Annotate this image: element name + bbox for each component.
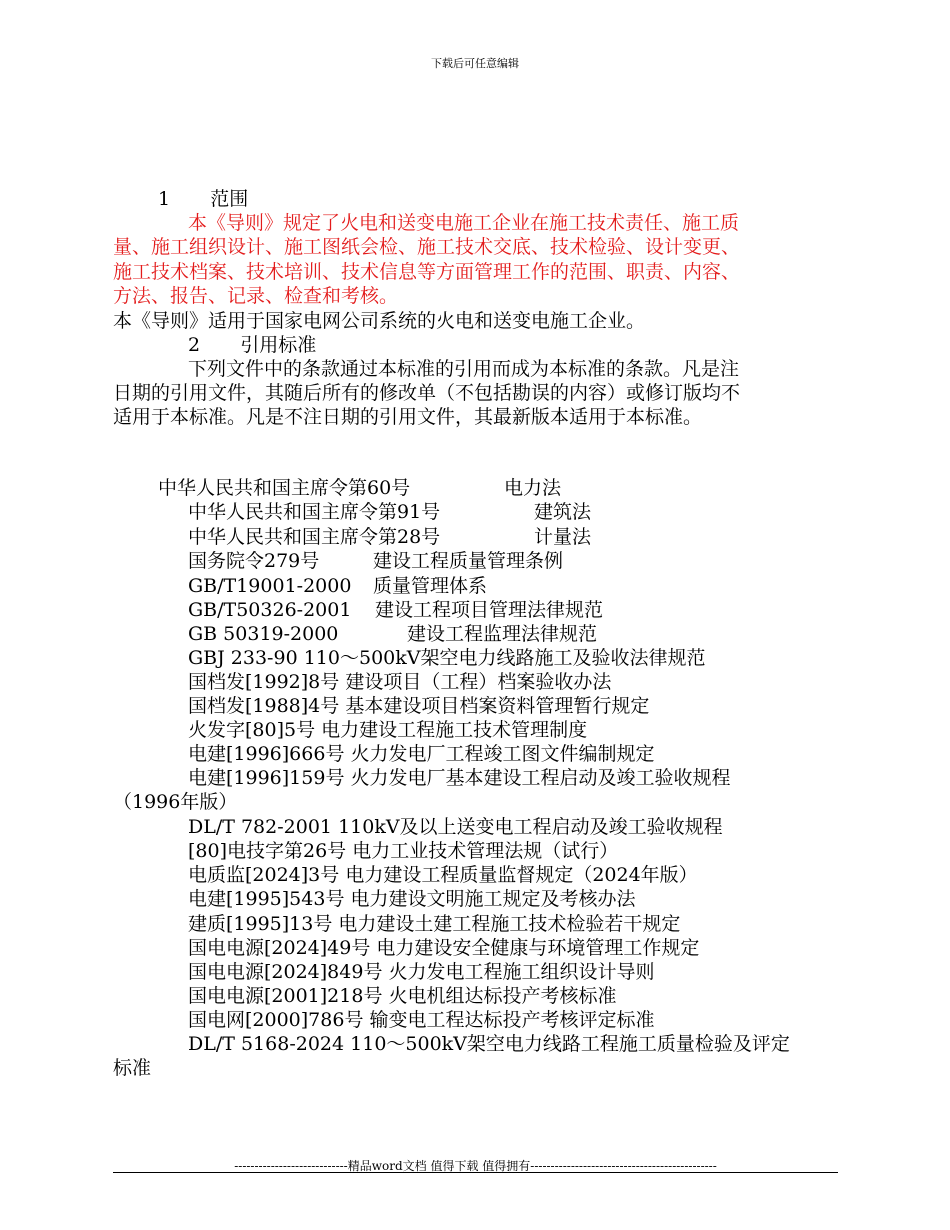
reference-item bbox=[188, 936, 699, 960]
reference-item bbox=[188, 549, 563, 573]
section-2-heading bbox=[188, 333, 316, 357]
reference-code: GB 50319-2000 bbox=[188, 623, 339, 645]
reference-code: 国务院令279号 bbox=[188, 550, 320, 572]
reference-item bbox=[188, 742, 655, 766]
reference-item bbox=[188, 525, 591, 549]
section-1-title: 范围 bbox=[210, 188, 249, 210]
reference-code: 国档发[1992]8号 bbox=[188, 671, 340, 693]
reference-item bbox=[188, 718, 587, 742]
section-1-heading bbox=[158, 187, 248, 211]
reference-title: 110～500kV架空电力线路施工及验收法律规范 bbox=[303, 647, 706, 669]
reference-title: 电力建设安全健康与环境管理工作规定 bbox=[376, 937, 700, 959]
reference-title: 火力发电厂工程竣工图文件编制规定 bbox=[350, 743, 655, 765]
references-intro-line: 日期的引用文件，其随后所有的修改单（不包括勘误的内容）或修订版均不 bbox=[113, 382, 741, 404]
reference-code: 电建[1996]666号 bbox=[188, 743, 345, 765]
reference-item bbox=[188, 960, 655, 984]
applicability-line: 本《导则》适用于国家电网公司系统的火电和送变电施工企业。 bbox=[113, 310, 646, 332]
reference-code: 国档发[1988]4号 bbox=[188, 695, 340, 717]
reference-item bbox=[188, 574, 487, 598]
reference-item bbox=[188, 839, 618, 863]
reference-item bbox=[188, 863, 698, 887]
reference-item bbox=[188, 984, 617, 1008]
scope-paragraph-line: 本《导则》规定了火电和送变电施工企业在施工技术责任、施工质 bbox=[188, 212, 740, 234]
reference-code: 中华人民共和国主席令第91号 bbox=[188, 501, 441, 523]
reference-code: 国电电源[2024]849号 bbox=[188, 961, 383, 983]
reference-item bbox=[158, 476, 561, 500]
reference-title: 电力建设工程施工技术管理制度 bbox=[321, 719, 588, 741]
scope-paragraph-line: 施工技术档案、技术培训、技术信息等方面管理工作的范围、职责、内容、 bbox=[113, 261, 741, 283]
reference-code: 中华人民共和国主席令第60号 bbox=[158, 477, 411, 499]
section-2-number: 2 bbox=[188, 334, 201, 356]
reference-code: DL/T 782-2001 bbox=[188, 816, 333, 838]
reference-code: GBJ 233-90 bbox=[188, 647, 298, 669]
reference-title: 质量管理体系 bbox=[373, 575, 488, 597]
reference-title: 建设项目（工程）档案验收办法 bbox=[345, 671, 612, 693]
scope-paragraph-line: 方法、报告、记录、检查和考核。 bbox=[113, 285, 399, 307]
reference-title: 建设工程项目管理法律规范 bbox=[375, 599, 604, 621]
references-intro-line: 下列文件中的条款通过本标准的引用而成为本标准的条款。凡是注 bbox=[188, 358, 740, 380]
reference-code: [80]电技字第26号 bbox=[188, 840, 347, 862]
reference-item bbox=[188, 598, 603, 622]
reference-code: 中华人民共和国主席令第28号 bbox=[188, 526, 441, 548]
reference-code: 建质[1995]13号 bbox=[188, 913, 333, 935]
reference-title: 火力发电工程施工组织设计导则 bbox=[388, 961, 655, 983]
reference-title: 电力法 bbox=[504, 477, 562, 499]
reference-item bbox=[188, 622, 597, 646]
reference-code: GB/T50326-2001 bbox=[188, 599, 352, 621]
reference-title: 输变电工程达标投产考核评定标准 bbox=[369, 1009, 655, 1031]
reference-item bbox=[188, 694, 649, 718]
reference-code: 电建[1995]543号 bbox=[188, 888, 345, 910]
reference-code: 电质监[2024]3号 bbox=[188, 864, 340, 886]
reference-title: 电力工业技术管理法规（试行） bbox=[352, 840, 619, 862]
reference-item bbox=[188, 670, 611, 694]
reference-item bbox=[188, 766, 731, 790]
reference-code: 国电电源[2024]49号 bbox=[188, 937, 371, 959]
reference-title: 电力建设文明施工规定及考核办法 bbox=[350, 888, 636, 910]
reference-title: 建设工程监理法律规范 bbox=[407, 623, 598, 645]
reference-item bbox=[188, 646, 705, 670]
reference-item bbox=[188, 500, 591, 524]
reference-title: 电力建设土建工程施工技术检验若干规定 bbox=[338, 913, 681, 935]
section-2-title: 引用标准 bbox=[240, 334, 317, 356]
reference-title: 建设工程质量管理条例 bbox=[373, 550, 564, 572]
reference-item bbox=[188, 887, 636, 911]
reference-title: 电力建设工程质量监督规定（2024年版） bbox=[345, 864, 698, 886]
page-footer: ----------------------------精品word文档 值得下载 值得拥有---------------------------------------------- bbox=[234, 1159, 717, 1173]
reference-continuation: （1996年版） bbox=[113, 791, 238, 813]
reference-code: 国电网[2000]786号 bbox=[188, 1009, 364, 1031]
reference-title: 建筑法 bbox=[534, 501, 592, 523]
reference-code: DL/T 5168-2024 bbox=[188, 1033, 345, 1055]
reference-title: 基本建设项目档案资料管理暂行规定 bbox=[345, 695, 650, 717]
reference-item bbox=[188, 1032, 790, 1056]
section-1-number: 1 bbox=[158, 188, 171, 210]
reference-item bbox=[188, 1008, 655, 1032]
reference-continuation: 标准 bbox=[113, 1057, 152, 1079]
reference-code: 火发字[80]5号 bbox=[188, 719, 316, 741]
footer-divider bbox=[113, 1172, 838, 1173]
reference-code: 国电电源[2001]218号 bbox=[188, 985, 383, 1007]
reference-title: 火电机组达标投产考核标准 bbox=[388, 985, 617, 1007]
reference-title: 火力发电厂基本建设工程启动及竣工验收规程 bbox=[350, 767, 731, 789]
reference-title: 计量法 bbox=[534, 526, 592, 548]
reference-item bbox=[188, 815, 723, 839]
scope-paragraph-line: 量、施工组织设计、施工图纸会检、施工技术交底、技术检验、设计变更、 bbox=[113, 236, 741, 258]
page-header: 下载后可任意编辑 bbox=[431, 57, 519, 70]
reference-item bbox=[188, 912, 680, 936]
reference-title: 110～500kV架空电力线路工程施工质量检验及评定 bbox=[350, 1033, 790, 1055]
references-intro-line: 适用于本标准。凡是不注日期的引用文件，其最新版本适用于本标准。 bbox=[113, 406, 703, 428]
reference-code: GB/T19001-2000 bbox=[188, 575, 352, 597]
reference-code: 电建[1996]159号 bbox=[188, 767, 345, 789]
reference-title: 110kV及以上送变电工程启动及竣工验收规程 bbox=[338, 816, 723, 838]
